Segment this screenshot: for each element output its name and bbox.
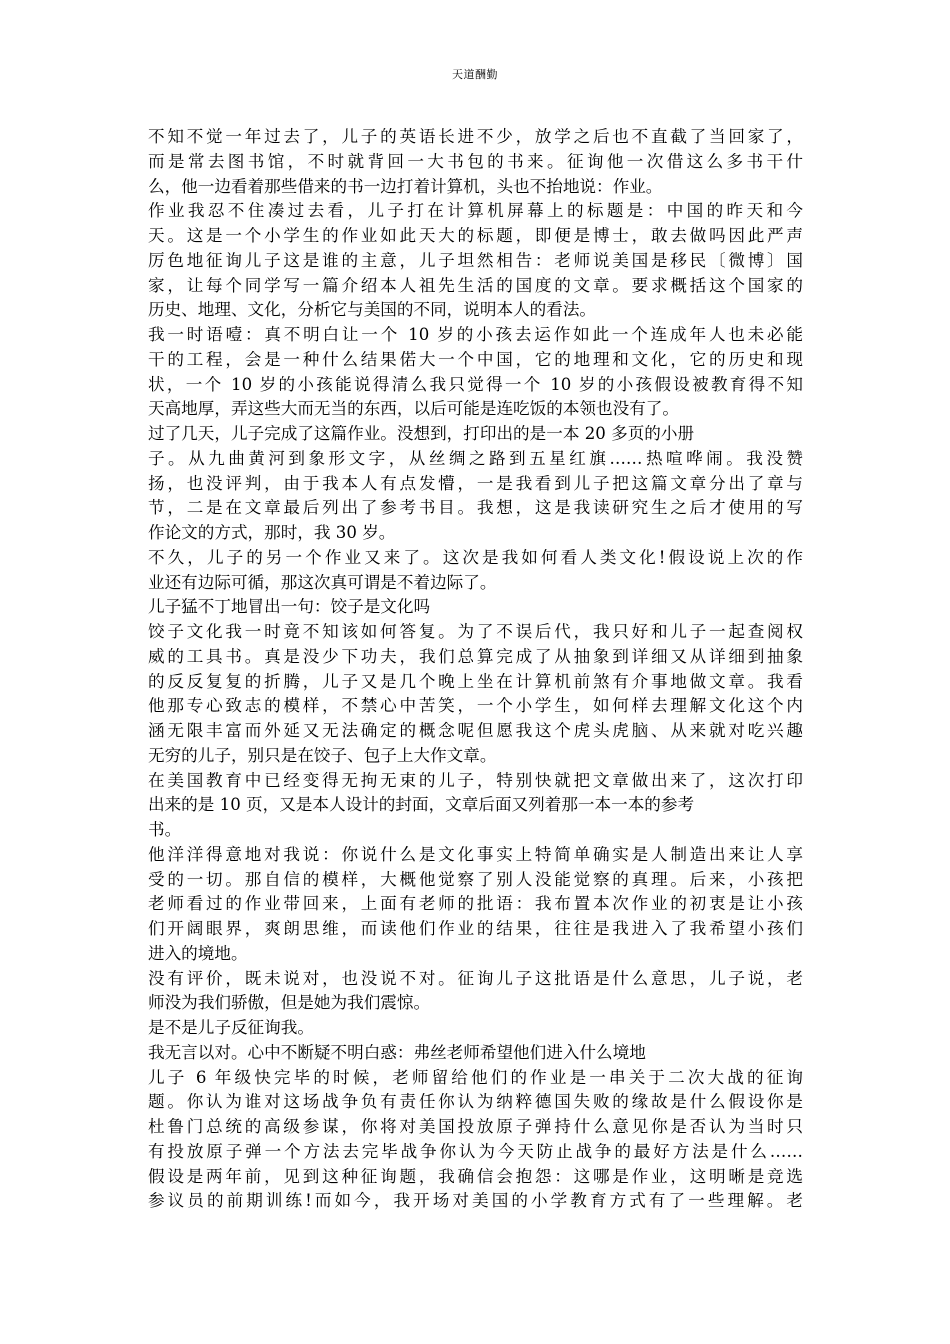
text-line: 在美国教育中已经变得无拘无束的儿子，特别快就把文章做出来了，这次打印 (148, 770, 803, 790)
text-line: 干的工程，会是一种什么结果偌大一个中国，它的地理和文化，它的历史和现 (148, 349, 803, 369)
text-line: 参议员的前期训练!而如今，我开场对美国的小学教育方式有了一些理解。老 (148, 1191, 803, 1211)
text-line: 他那专心致志的模样，不禁心中苦笑，一个小学生，如何样去理解文化这个内 (148, 696, 803, 716)
text-line: 师没为我们骄傲，但是她为我们震惊。 (148, 993, 431, 1013)
text-line: 没有评价，既未说对，也没说不对。征询儿子这批语是什么意思，儿子说，老 (148, 968, 803, 988)
text-line: 状，一个 10 岁的小孩能说得清么我只觉得一个 10 岁的小孩假设被教育得不知 (148, 374, 803, 394)
text-line: 不知不觉一年过去了，儿子的英语长进不少，放学之后也不直截了当回家了， (148, 127, 803, 146)
text-line: 有投放原子弹一个方法去完毕战争你认为今天防止战争的最好方法是什么…… (148, 1141, 803, 1161)
text-line: 厉色地征询儿子这是谁的主意，儿子坦然相告：老师说美国是移民〔微博〕国 (148, 250, 803, 270)
text-line: 历史、地理、文化，分析它与美国的不同，说明本人的看法。 (148, 300, 597, 320)
text-line: 进入的境地。 (148, 943, 248, 963)
text-line: 杜鲁门总统的高级参谋，你将对美国投放原子弹持什么意见你是否认为当时只 (148, 1117, 803, 1136)
text-line: 出来的是 10 页，又是本人设计的封面，文章后面又列着那一本一本的参考 (148, 795, 695, 815)
text-line: 们开阔眼界，爽朗思维，而读他们作业的结果，往往是我进入了我希望小孩们 (148, 919, 803, 938)
text-line: 作论文的方式，那时，我 30 岁。 (148, 523, 396, 542)
text-line: 业还有边际可循，那这次真可谓是不着边际了。 (148, 572, 497, 592)
body-text (148, 125, 803, 1214)
text-line: 老师看过的作业带回来，上面有老师的批语：我布置本次作业的初衷是让小孩 (148, 894, 803, 914)
text-line: 涵无限丰富而外延又无法确定的概念呢但愿我这个虎头虎脑、从来就对吃兴趣 (148, 721, 803, 740)
text-line: 儿子 6 年级快完毕的时候，老师留给他们的作业是一串关于二次大战的征询 (148, 1067, 803, 1087)
text-line: 题。你认为谁对这场战争负有责任你认为纳粹德国失败的缘故是什么假设你是 (148, 1092, 803, 1112)
text-line: 扬，也没评判，由于我本人有点发懵，一是我看到儿子把这篇文章分出了章与 (148, 473, 803, 493)
text-line: 的反反复复的折腾，儿子又是几个晚上坐在计算机前煞有介事地做文章。我看 (148, 671, 803, 691)
text-line: 无穷的儿子，别只是在饺子、包子上大作文章。 (148, 745, 497, 765)
text-line: 天。这是一个小学生的作业如此天大的标题，即便是博士，敢去做吗因此严声 (148, 226, 803, 245)
text-line: 天高地厚，弄这些大而无当的东西，以后可能是连吃饭的本领也没有了。 (148, 399, 679, 419)
text-line: 威的工具书。真是没少下功夫，我们总算完成了从抽象到详细又从详细到抽象 (148, 646, 803, 666)
text-line: 而是常去图书馆，不时就背回一大书包的书来。征询他一次借这么多书干什 (148, 151, 803, 171)
text-line: 作业我忍不住凑过去看，儿子打在计算机屏幕上的标题是：中国的昨天和今 (148, 201, 803, 221)
text-line: 家，让每个同学写一篇介绍本人祖先生活的国度的文章。要求概括这个国家的 (148, 275, 803, 295)
text-line: 饺子文化我一时竟不知该如何答复。为了不误后代，我只好和儿子一起查阅权 (148, 622, 803, 641)
text-line: 受的一切。那自信的模样，大概他觉察了别人没能觉察的真理。后来，小孩把 (148, 869, 803, 889)
text-line: 是不是儿子反征询我。 (148, 1018, 314, 1037)
page-header: 天道酬勤 (452, 68, 498, 81)
text-line: 他洋洋得意地对我说：你说什么是文化事实上特简单确实是人制造出来让人享 (148, 844, 803, 864)
text-line: 节，二是在文章最后列出了参考书目。我想，这是我读研究生之后才使用的写 (148, 498, 803, 518)
text-line: 我无言以对。心中不断疑不明白惑：弗丝老师希望他们进入什么境地 (148, 1042, 646, 1062)
text-line: 书。 (148, 820, 182, 839)
text-line: 么，他一边看着那些借来的书一边打着计算机，头也不抬地说：作业。 (148, 176, 663, 196)
text-line: 儿子猛不丁地冒出一句：饺子是文化吗 (148, 597, 431, 617)
text-line: 假设是两年前，见到这种征询题，我确信会抱怨：这哪是作业，这明晰是竞选 (148, 1166, 803, 1186)
text-line: 我一时语噎：真不明白让一个 10 岁的小孩去运作如此一个连成年人也未必能 (148, 325, 803, 344)
text-line: 过了几天，儿子完成了这篇作业。没想到，打印出的是一本 20 多页的小册 (148, 424, 695, 443)
text-line: 不久，儿子的另一个作业又来了。这次是我如何看人类文化!假设说上次的作 (148, 547, 803, 567)
text-line: 子。从九曲黄河到象形文字，从丝绸之路到五星红旗……热喧哗闹。我没赞 (148, 448, 803, 468)
